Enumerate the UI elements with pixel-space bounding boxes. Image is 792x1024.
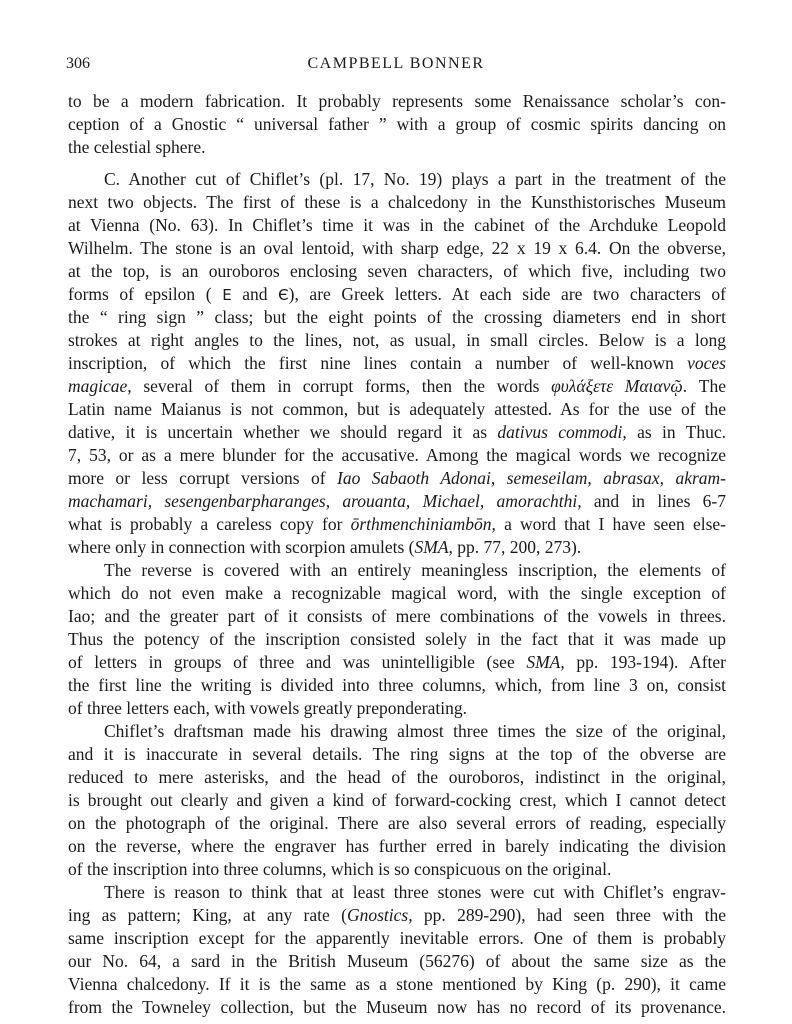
epsilon-glyph: Є [278,286,289,304]
text-line [68,812,726,834]
text-line [68,136,726,158]
text-run: several of them in corrupt forms, then the words [131,376,552,396]
text-run: ception of a Gnostic “ universal father ” with a group of cosmic spirits dancing on [68,114,726,134]
text-line [68,191,726,213]
text-run: as in Thuc. [626,422,726,442]
italic-text: magicae, [68,376,132,396]
text-line [68,214,726,236]
italic-text: φυλάξετε Μαιανῷ [551,376,683,396]
text-run: Wilhelm. The stone is an oval lentoid, with sharp edge, 22 x 19 x 6.4. On the obverse, [68,238,726,258]
text-run: is brought out clearly and given a kind of forward-cocking crest, which I cannot detect [68,790,726,810]
text-run: dative, it is uncertain whether we should regard it as [68,422,498,442]
text-run: ), are Greek letters. At each side are two characters of [288,284,726,304]
italic-text: Gnostics, [346,905,413,925]
text-run: at Vienna (No. 63). In Chiflet’s time it was in the cabinet of the Archduke Leopold [68,215,726,235]
text-line [68,789,726,811]
text-run: where only in connection with scorpion amulets ( [68,537,415,557]
text-line [68,904,726,926]
text-line [68,996,726,1018]
text-run: of three letters each, with vowels greatly preponderating. [68,698,467,718]
page-header [66,55,726,81]
text-run: . The [682,376,726,396]
text-line [68,329,726,351]
text-run: on the reverse, where the engraver has further erred in barely indicating the division [68,836,726,856]
text-run: a word that I have seen else- [495,514,726,534]
text-line [68,743,726,765]
text-line [68,490,726,512]
text-line [104,881,726,903]
text-run: strokes at right angles to the lines, not, as usual, in small circles. Below is a long [68,330,726,350]
text-run: pp. 289-290), had seen three with the [412,905,727,925]
text-run: more or less corrupt versions of [68,468,338,488]
text-run: ing as pattern; King, at any rate ( [68,905,347,925]
text-run: and it is inaccurate in several details. The ring signs at the top of the obverse are [68,744,726,764]
running-title: CAMPBELL BONNER [307,55,485,72]
text-run: of the inscription into three columns, which is so conspicuous on the original. [68,859,612,879]
text-run: the first line the writing is divided into three columns, which, from line 3 on, consist [68,675,726,695]
text-line [68,260,726,282]
text-run: Vienna chalcedony. If it is the same as a stone mentioned by King (p. 290), it came [68,974,726,994]
text-run: pp. 77, 200, 273). [452,537,582,557]
italic-text: SMA, [526,652,565,672]
text-line [68,950,726,972]
text-line [68,513,726,535]
text-run: inscription, of which the first nine lines contain a number of well-known [68,353,688,373]
text-line [68,352,726,374]
text-line [68,421,726,443]
epsilon-glyph: E [222,286,232,304]
text-run: the “ ring sign ” class; but the eight points of the crossing diameters end in short [68,307,726,327]
text-line [104,720,726,742]
page-number: 306 [66,55,90,72]
text-run: The reverse is covered with an entirely meaningless inscription, the elements of [104,560,726,580]
text-line [68,766,726,788]
text-run: the celestial sphere. [68,137,206,157]
italic-text: voces [687,353,726,373]
text-run: There is reason to think that at least three stones were cut with Chiflet’s engrav- [104,882,726,902]
italic-text: ōrthmenchiniambōn, [350,514,496,534]
text-line [68,467,726,489]
text-line [68,398,726,420]
text-run: our No. 64, a sard in the British Museum (56276) of about the same size as the [68,951,726,971]
text-run: forms of epsilon ( [68,284,223,304]
text-line [68,375,726,397]
text-line [68,858,726,880]
text-line [68,927,726,949]
text-run: to be a modern fabrication. It probably represents some Renaissance scholar’s con- [68,91,726,111]
text-run: Latin name Maianus is not common, but is adequately attested. As for the use of the [68,399,726,419]
text-run: and in lines 6-7 [581,491,726,511]
text-run: 7, 53, or as a mere blunder for the accusative. Among the magical words we recognize [68,445,726,465]
text-run: pp. 193-194). After [564,652,726,672]
text-line [68,306,726,328]
text-run: next two objects. The first of these is a chalcedony in the Kunsthistorisches Museum [68,192,726,212]
text-run: Thus the potency of the inscription consisted solely in the fact that it was made up [68,629,726,649]
text-run: same inscription except for the apparently inevitable errors. One of them is probably [68,928,726,948]
text-run: reduced to mere asterisks, and the head of the ouroboros, indistinct in the original, [68,767,726,787]
text-line [104,168,726,190]
text-line [68,605,726,627]
text-line [68,536,726,558]
text-line [68,582,726,604]
text-run: what is probably a careless copy for [68,514,351,534]
italic-text: machamari, sesengenbarpharanges, arouanta, Michael, amorachthi, [68,491,582,511]
text-line [68,697,726,719]
text-run: at the top, is an ouroboros enclosing seven characters, of which five, including two [68,261,726,281]
italic-text: SMA, [414,537,453,557]
text-run: from the Towneley collection, but the Museum now has no record of its provenance. [68,997,726,1017]
text-run: and [231,284,279,304]
italic-text: Iao Sabaoth Adonai, semeseilam, abrasax, akram- [337,468,726,488]
text-line [68,628,726,650]
text-run: Iao; and the greater part of it consists of mere combinations of the vowels in threes. [68,606,726,626]
text-line [68,835,726,857]
text-line [68,283,726,305]
text-line [68,674,726,696]
text-line [68,973,726,995]
text-run: on the photograph of the original. There are also several errors of reading, especially [68,813,726,833]
text-line [104,559,726,581]
text-line [68,651,726,673]
text-line [68,113,726,135]
text-line [68,237,726,259]
italic-text: dativus commodi, [497,422,627,442]
text-run: of letters in groups of three and was unintelligible (see [68,652,527,672]
text-run: which do not even make a recognizable magical word, with the single exception of [68,583,726,603]
text-run: C. Another cut of Chiflet’s (pl. 17, No. 19) plays a part in the treatment of the [104,169,726,189]
text-run: Chiflet’s draftsman made his drawing almost three times the size of the original, [104,721,726,741]
text-line [68,90,726,112]
text-line [68,444,726,466]
